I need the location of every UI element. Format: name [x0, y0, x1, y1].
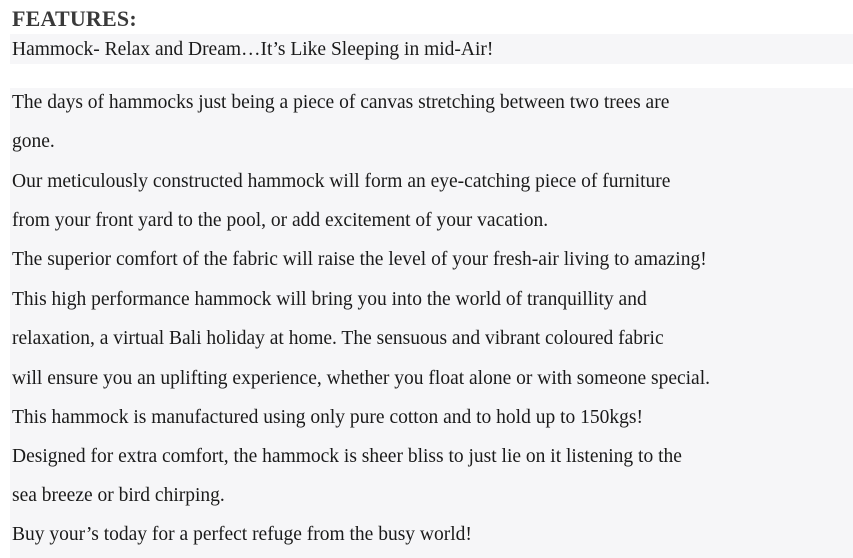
body-line: Our meticulously constructed hammock will form an eye-catching piece of furniture	[12, 171, 671, 192]
body-line: Buy your’s today for a perfect refuge from the busy world!	[12, 524, 472, 545]
body-line: Designed for extra comfort, the hammock is sheer bliss to just lie on it listening to the	[12, 446, 682, 467]
body-line: will ensure you an uplifting experience, whether you float alone or with someone special.	[12, 368, 710, 389]
body-line: This high performance hammock will bring you into the world of tranquillity and	[12, 289, 647, 310]
features-heading: FEATURES:	[12, 6, 137, 31]
body-line: sea breeze or bird chirping.	[12, 485, 225, 506]
body-line: This hammock is manufactured using only pure cotton and to hold up to 150kgs!	[12, 407, 643, 428]
body-line: The days of hammocks just being a piece of canvas stretching between two trees are	[12, 92, 670, 113]
body-line: gone.	[12, 131, 55, 152]
subtitle-line: Hammock- Relax and Dream…It’s Like Sleeping in mid-Air!	[12, 39, 494, 60]
body-line: The superior comfort of the fabric will raise the level of your fresh-air living to amazing!	[12, 249, 707, 270]
body-line: relaxation, a virtual Bali holiday at home. The sensuous and vibrant coloured fabric	[12, 328, 664, 349]
body-line: from your front yard to the pool, or add excitement of your vacation.	[12, 210, 549, 231]
